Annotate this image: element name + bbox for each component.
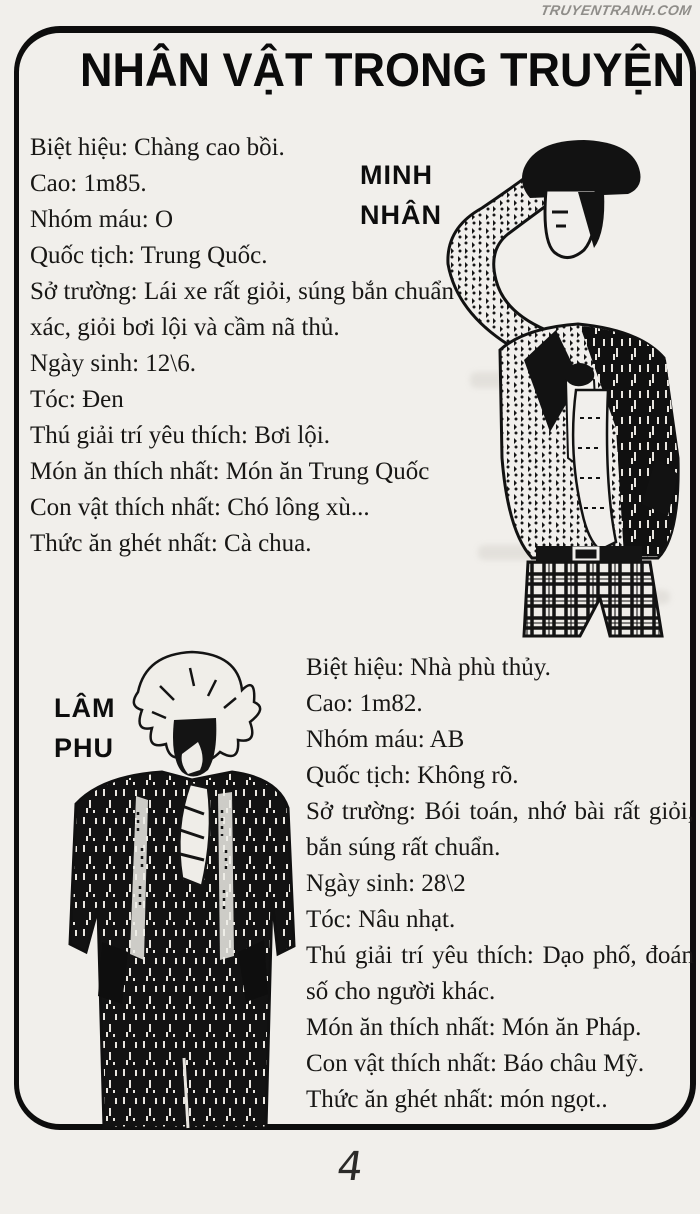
attribute-line: Ngày sinh: 12\6. <box>30 350 196 377</box>
attribute-line: Quốc tịch: Trung Quốc. <box>30 242 268 269</box>
attribute-line: Cao: 1m85. <box>30 170 147 197</box>
attribute-line: Thức ăn ghét nhất: món ngọt.. <box>306 1086 608 1113</box>
attribute-line: Sở trường: Bói toán, nhớ bài rất giỏi, bắn súng rất chuẩn. <box>306 798 694 861</box>
character-name-line: PHU <box>54 733 115 763</box>
profile-lam-phu <box>306 650 694 1118</box>
attribute-line: Cao: 1m82. <box>306 690 423 717</box>
attribute-line: Thú giải trí yêu thích: Bơi lội. <box>30 422 330 449</box>
attribute-line: Sở trường: Lái xe rất giỏi, súng bắn chuẩn xác, giỏi bơi lội và cầm nã thủ. <box>30 278 454 341</box>
attribute-line: Tóc: Đen <box>30 386 124 413</box>
attribute-line: Thức ăn ghét nhất: Cà chua. <box>30 530 312 557</box>
minh-nhan-illustration <box>428 128 700 640</box>
attribute-line: Món ăn thích nhất: Món ăn Pháp. <box>306 1014 642 1041</box>
attribute-line: Quốc tịch: Không rõ. <box>306 762 519 789</box>
attribute-line: Biệt hiệu: Nhà phù thủy. <box>306 654 551 681</box>
character-name-line: NHÂN <box>360 200 442 230</box>
lam-phu-illustration <box>40 646 304 1140</box>
attribute-line: Món ăn thích nhất: Món ăn Trung Quốc <box>30 458 430 485</box>
attribute-line: Tóc: Nâu nhạt. <box>306 906 456 933</box>
attribute-line: Con vật thích nhất: Chó lông xù... <box>30 494 370 521</box>
attribute-line: Ngày sinh: 28\2 <box>306 870 466 897</box>
attribute-line: Thú giải trí yêu thích: Dạo phố, đoán số cho người khác. <box>306 942 694 1005</box>
attribute-line: Biệt hiệu: Chàng cao bồi. <box>30 134 285 161</box>
attribute-line: Nhóm máu: O <box>30 206 174 233</box>
attribute-line: Nhóm máu: AB <box>306 726 465 753</box>
page-number: 4 <box>334 1144 366 1190</box>
character-name-line: MINH <box>360 160 433 190</box>
site-watermark: TRUYENTRANH.COM <box>539 2 694 18</box>
page-title: NHÂN VẬT TRONG TRUYỆN <box>80 42 685 97</box>
attribute-line: Con vật thích nhất: Báo châu Mỹ. <box>306 1050 645 1077</box>
character-name-line: LÂM <box>54 693 116 723</box>
